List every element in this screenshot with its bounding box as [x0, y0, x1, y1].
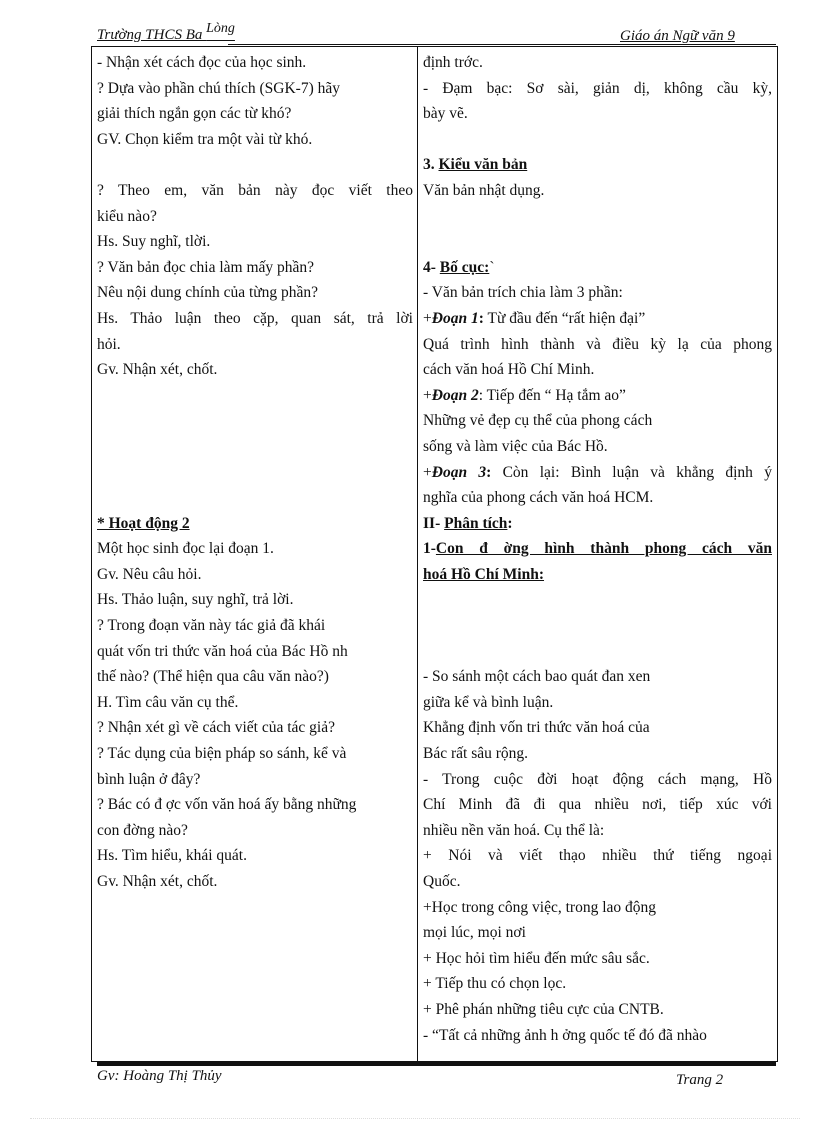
- part-1-colon: :: [478, 309, 484, 327]
- right-line: Bác rất sâu rộng.: [423, 745, 529, 763]
- section-4-tail: `: [489, 258, 495, 276]
- section-4-title: Bố cục:: [439, 258, 490, 276]
- right-column: [423, 50, 772, 1048]
- header-subject: Giáo án Ngữ văn 9: [620, 28, 735, 44]
- blank-line: [423, 639, 772, 665]
- section-3-title: Kiểu văn bản: [438, 156, 528, 174]
- header-school-suffix: Lòng: [206, 21, 235, 36]
- right-line: bày vẽ.: [423, 105, 468, 123]
- part-1-line: [423, 306, 772, 332]
- right-line: Chí Minh đã đi qua nhiều nơi, tiếp xúc với: [423, 796, 772, 814]
- header-rule: [228, 44, 776, 45]
- section-4-number: 4-: [423, 258, 440, 276]
- section-4-heading: [423, 255, 772, 281]
- right-line: - So sánh một cách bao quát đan xen: [423, 668, 651, 686]
- right-line: + Phê phán những tiêu cực của CNTB.: [423, 1000, 664, 1018]
- right-line: Quốc.: [423, 873, 461, 890]
- blank-line: [423, 613, 772, 639]
- part-1-prefix: +: [423, 309, 432, 327]
- subsection-1-title: Con đ ờng hình thành phong cách văn: [435, 540, 772, 558]
- left-line: kiểu nào?: [97, 207, 157, 225]
- left-line: Nêu nội dung chính của từng phần?: [97, 284, 319, 302]
- part-2-text: : Tiếp đến “ Hạ tắm ao”: [478, 386, 626, 404]
- right-line: + Tiếp thu có chọn lọc.: [423, 975, 567, 993]
- left-line: ? Bác có đ ợc vốn văn hoá ấy bằng những: [97, 796, 357, 814]
- left-line: Hs. Thảo luận theo cặp, quan sát, trả lời: [97, 309, 413, 327]
- section-3-heading: [423, 152, 772, 178]
- right-line: mọi lúc, mọi nơi: [423, 924, 526, 942]
- part-2-line: [423, 383, 772, 409]
- left-line: - Nhận xét cách đọc của học sinh.: [97, 54, 307, 71]
- part-1-label: Đoạn 1: [431, 309, 479, 327]
- left-line: H. Tìm câu văn cụ thể.: [97, 693, 239, 711]
- part-2-label: Đoạn 2: [431, 386, 479, 404]
- subsection-1-heading: [423, 536, 772, 562]
- right-line: Khẳng định vốn tri thức văn hoá của: [423, 719, 650, 737]
- section-3-number: 3.: [423, 156, 439, 174]
- right-line: giữa kể và bình luận.: [423, 693, 554, 711]
- left-line: Gv. Nêu câu hỏi.: [97, 565, 202, 583]
- left-line: giải thích ngắn gọn các từ khó?: [97, 105, 292, 123]
- left-line: con đờng nào?: [97, 821, 188, 839]
- left-line: ? Theo em, văn bản này đọc viết theo: [97, 181, 413, 199]
- subsection-1-title-cont: hoá Hồ Chí Minh:: [423, 565, 545, 583]
- part-1-text: Từ đầu đến “rất hiện đại”: [483, 309, 646, 327]
- left-line: ? Nhận xét gì về cách viết của tác giả?: [97, 719, 335, 737]
- part-2-prefix: +: [423, 386, 432, 404]
- header-school: [97, 21, 235, 44]
- left-column: [97, 50, 413, 895]
- blank-line: [423, 229, 772, 255]
- right-line: +Học trong công việc, trong lao động: [423, 898, 657, 916]
- left-line: [97, 152, 413, 178]
- footer-page-number: Trang 2: [676, 1072, 724, 1088]
- part-3-line: [423, 460, 772, 486]
- right-line: + Học hỏi tìm hiểu đến mức sâu sắc.: [423, 949, 650, 967]
- left-line: Gv. Nhận xét, chốt.: [97, 361, 218, 379]
- left-line: [97, 408, 413, 434]
- part-3-prefix: +: [423, 463, 432, 481]
- left-line: Gv. Nhận xét, chốt.: [97, 873, 218, 890]
- left-line: quát vốn tri thức văn hoá của Bác Hồ nh: [97, 642, 348, 660]
- right-line: - Đạm bạc: Sơ sài, giản dị, không cầu kỳ,: [423, 79, 772, 97]
- left-line: Hs. Suy nghĩ, tlời.: [97, 233, 211, 251]
- blank-line: [423, 127, 772, 153]
- footer-teacher: Gv: Hoàng Thị Thủy: [97, 1068, 222, 1084]
- header-school-prefix: Trường THCS Ba: [97, 27, 207, 43]
- right-line: Văn bản nhật dụng.: [423, 181, 545, 199]
- right-line: định trớc.: [423, 54, 483, 71]
- activity-2-heading: * Hoạt động 2: [97, 514, 190, 532]
- left-line: ? Trong đoạn văn này tác giả đã khái: [97, 617, 326, 635]
- right-line: - Trong cuộc đời hoạt động cách mạng, Hồ: [423, 770, 772, 788]
- footer-rule: [97, 1062, 776, 1066]
- left-line: bình luận ở đây?: [97, 770, 201, 788]
- section-ii-number: II-: [423, 514, 445, 532]
- right-line: nhiều nền văn hoá. Cụ thể là:: [423, 821, 605, 839]
- left-line: ? Dựa vào phần chú thích (SGK-7) hãy: [97, 79, 340, 97]
- left-line: [97, 383, 413, 409]
- left-line: Hs. Thảo luận, suy nghĩ, trả lời.: [97, 591, 294, 609]
- right-line: - “Tất cả những ảnh h ởng quốc tế đó đã nhào: [423, 1026, 707, 1044]
- left-line: [97, 485, 413, 511]
- blank-line: [423, 587, 772, 613]
- blank-line: [423, 204, 772, 230]
- left-line: hỏi.: [97, 335, 121, 353]
- right-line: Quá trình hình thành và điều kỳ lạ của phong: [423, 335, 772, 353]
- left-line: Hs. Tìm hiểu, khái quát.: [97, 847, 247, 865]
- part-3-label: Đoạn 3: [431, 463, 487, 481]
- right-line: nghĩa của phong cách văn hoá HCM.: [423, 489, 654, 507]
- subsection-1-number: 1-: [423, 540, 436, 558]
- section-ii-heading: [423, 511, 772, 537]
- right-line: cách văn hoá Hồ Chí Minh.: [423, 361, 595, 379]
- page-edge-dots: [30, 1118, 800, 1119]
- left-line: GV. Chọn kiểm tra một vài từ khó.: [97, 130, 313, 148]
- left-line: ? Văn bản đọc chia làm mấy phần?: [97, 258, 315, 276]
- left-line: Một học sinh đọc lại đoạn 1.: [97, 540, 274, 558]
- part-3-text: Còn lại: Bình luận và khẳng định ý: [491, 463, 772, 481]
- part-3-colon: :: [486, 463, 492, 481]
- right-line: + Nói và viết thạo nhiều thứ tiếng ngoại: [423, 847, 772, 865]
- column-divider: [417, 46, 418, 1062]
- left-line: thế nào? (Thể hiện qua câu văn nào?): [97, 668, 329, 686]
- left-line: ? Tác dụng của biện pháp so sánh, kể và: [97, 745, 347, 763]
- right-line: sống và làm việc của Bác Hồ.: [423, 437, 608, 455]
- right-line: - Văn bản trích chia làm 3 phần:: [423, 284, 623, 302]
- section-ii-title: Phân tích: [444, 514, 508, 532]
- left-line: [97, 460, 413, 486]
- section-ii-colon: :: [507, 514, 513, 532]
- left-line: [97, 434, 413, 460]
- right-line: Những vẻ đẹp cụ thể của phong cách: [423, 412, 653, 430]
